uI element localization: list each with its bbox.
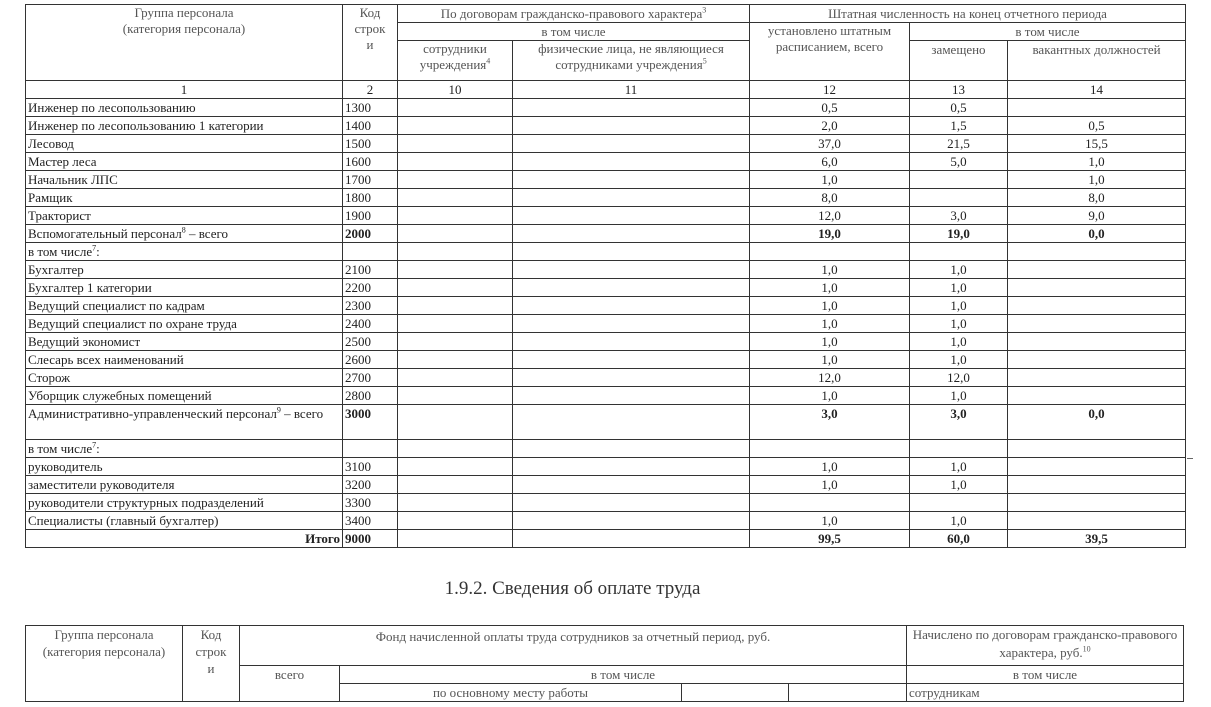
row-value-c14 (1008, 387, 1186, 405)
table-row (26, 530, 1186, 548)
table-row (26, 243, 1186, 261)
row-value-c12: 8,0 (750, 189, 910, 207)
t2-header-incl: в том числе (340, 666, 907, 684)
staff-table-body (26, 99, 1186, 548)
row-value-c12: 0,5 (750, 99, 910, 117)
row-value-c13: 3,0 (910, 405, 1008, 440)
row-value-c12: 1,0 (750, 333, 910, 351)
row-empty-cell (513, 405, 750, 440)
row-code: 2000 (343, 225, 398, 243)
row-value-c14 (1008, 99, 1186, 117)
row-empty-cell (398, 440, 513, 458)
table-row (26, 512, 1186, 530)
row-code: 2500 (343, 333, 398, 351)
row-code: 1800 (343, 189, 398, 207)
t2-header-group: Группа персонала (категория персонала) (26, 626, 183, 702)
row-value-c12: 1,0 (750, 315, 910, 333)
row-name: Бухгалтер 1 категории (26, 279, 343, 297)
row-code (343, 243, 398, 261)
row-value-c12: 1,0 (750, 458, 910, 476)
row-name: Рамщик (26, 189, 343, 207)
table-row (26, 351, 1186, 369)
header-staff: Штатная численность на конец отчетного периода (750, 5, 1186, 23)
row-value-c13: 1,0 (910, 261, 1008, 279)
row-value-c13: 0,5 (910, 99, 1008, 117)
row-empty-cell (398, 315, 513, 333)
row-value-c13: 1,5 (910, 117, 1008, 135)
row-value-c13: 1,0 (910, 476, 1008, 494)
row-value-c13: 3,0 (910, 207, 1008, 225)
row-empty-cell (513, 207, 750, 225)
row-value-c13: 21,5 (910, 135, 1008, 153)
row-value-c14 (1008, 315, 1186, 333)
row-empty-cell (398, 387, 513, 405)
row-value-c12 (750, 243, 910, 261)
row-name: Тракторист (26, 207, 343, 225)
row-empty-cell (513, 153, 750, 171)
header-contracts-physical: физические лица, не являющиеся сотрудниками учреждения$^5$ (513, 41, 750, 81)
row-empty-cell (398, 135, 513, 153)
row-value-c14 (1008, 369, 1186, 387)
row-name: Административно-управленческий персонал$^9$ – всего (26, 405, 343, 440)
row-value-c14 (1008, 440, 1186, 458)
row-value-c14 (1008, 333, 1186, 351)
row-value-c12: 1,0 (750, 387, 910, 405)
header-staff-vacant: вакантных должностей (1008, 41, 1186, 81)
row-code: 2600 (343, 351, 398, 369)
row-value-c12: 2,0 (750, 117, 910, 135)
table-row (26, 315, 1186, 333)
row-value-c12: 6,0 (750, 153, 910, 171)
row-name: Начальник ЛПС (26, 171, 343, 189)
table-row (26, 207, 1186, 225)
header-contracts-incl: в том числе (398, 23, 750, 41)
payroll-table (25, 625, 1184, 702)
row-name: Инженер по лесопользованию (26, 99, 343, 117)
header-contracts: По договорам гражданско-правового характера$^3$ (398, 5, 750, 23)
row-name: Бухгалтер (26, 261, 343, 279)
table-row (26, 369, 1186, 387)
colnum-13: 13 (910, 81, 1008, 99)
row-value-c13: 1,0 (910, 458, 1008, 476)
row-value-c13: 1,0 (910, 279, 1008, 297)
t2-header-incl2: в том числе (907, 666, 1184, 684)
row-code: 3100 (343, 458, 398, 476)
t2-header-total: всего (240, 666, 340, 702)
row-code: 2100 (343, 261, 398, 279)
row-code: 3300 (343, 494, 398, 512)
row-value-c14 (1008, 494, 1186, 512)
row-value-c13: 1,0 (910, 512, 1008, 530)
row-code: 3000 (343, 405, 398, 440)
row-code: 1700 (343, 171, 398, 189)
row-value-c12: 1,0 (750, 512, 910, 530)
row-empty-cell (398, 261, 513, 279)
t2-header-accrued: Начислено по договорам гражданско-правового характера, руб.$^{10}$ (907, 626, 1184, 666)
row-value-c13: 19,0 (910, 225, 1008, 243)
table-row (26, 225, 1186, 243)
row-value-c12: 37,0 (750, 135, 910, 153)
header-code: Код строк и (343, 5, 398, 81)
table-row (26, 261, 1186, 279)
row-value-c13 (910, 243, 1008, 261)
t2-header-main-place: по основному месту работы (340, 684, 682, 702)
row-value-c12: 1,0 (750, 171, 910, 189)
table-row (26, 387, 1186, 405)
row-empty-cell (398, 153, 513, 171)
row-name: Мастер леса (26, 153, 343, 171)
row-value-c14 (1008, 476, 1186, 494)
t2-header-fund: Фонд начисленной оплаты труда сотрудников за отчетный период, руб. (240, 626, 907, 666)
row-value-c13: 1,0 (910, 333, 1008, 351)
row-name: Ведущий специалист по охране труда (26, 315, 343, 333)
row-value-c13: 1,0 (910, 315, 1008, 333)
table-row (26, 476, 1186, 494)
row-value-c13: 1,0 (910, 387, 1008, 405)
row-value-c14 (1008, 243, 1186, 261)
row-value-c12: 1,0 (750, 351, 910, 369)
row-name: Уборщик служебных помещений (26, 387, 343, 405)
header-group: Группа персонала (категория персонала) (26, 5, 343, 81)
header-staff-incl: в том числе (910, 23, 1186, 41)
row-empty-cell (398, 225, 513, 243)
row-empty-cell (513, 135, 750, 153)
row-value-c13: 12,0 (910, 369, 1008, 387)
row-empty-cell (513, 333, 750, 351)
row-value-c14 (1008, 297, 1186, 315)
row-value-c14: 9,0 (1008, 207, 1186, 225)
row-value-c13 (910, 171, 1008, 189)
row-value-c14: 15,5 (1008, 135, 1186, 153)
row-empty-cell (513, 369, 750, 387)
row-code: 2400 (343, 315, 398, 333)
row-value-c13 (910, 494, 1008, 512)
t2-empty-cell (682, 684, 789, 702)
row-empty-cell (398, 405, 513, 440)
row-code: 2300 (343, 297, 398, 315)
t2-header-employees: сотрудникам (907, 684, 1184, 702)
row-empty-cell (513, 458, 750, 476)
colnum-11: 11 (513, 81, 750, 99)
row-name: Инженер по лесопользованию 1 категории (26, 117, 343, 135)
row-name: руководители структурных подразделений (26, 494, 343, 512)
row-value-c14 (1008, 261, 1186, 279)
scan-mark (1187, 458, 1193, 459)
section-title: 1.9.2. Сведения об оплате труда (444, 578, 701, 599)
row-name: руководитель (26, 458, 343, 476)
row-empty-cell (513, 351, 750, 369)
row-code: 9000 (343, 530, 398, 548)
row-empty-cell (513, 279, 750, 297)
row-value-c14: 0,0 (1008, 405, 1186, 440)
row-name: Лесовод (26, 135, 343, 153)
row-value-c13: 1,0 (910, 351, 1008, 369)
row-value-c14: 39,5 (1008, 530, 1186, 548)
row-value-c12: 1,0 (750, 297, 910, 315)
row-name: Ведущий специалист по кадрам (26, 297, 343, 315)
colnum-2: 2 (343, 81, 398, 99)
row-empty-cell (513, 494, 750, 512)
row-empty-cell (513, 171, 750, 189)
table-row (26, 189, 1186, 207)
row-empty-cell (513, 99, 750, 117)
row-name: Ведущий экономист (26, 333, 343, 351)
row-code: 1300 (343, 99, 398, 117)
row-empty-cell (398, 189, 513, 207)
row-value-c12: 1,0 (750, 279, 910, 297)
row-value-c14 (1008, 279, 1186, 297)
row-empty-cell (513, 476, 750, 494)
row-empty-cell (513, 243, 750, 261)
row-name: в том числе$^7$: (26, 440, 343, 458)
row-code (343, 440, 398, 458)
row-empty-cell (398, 351, 513, 369)
row-value-c12: 19,0 (750, 225, 910, 243)
row-value-c12: 12,0 (750, 207, 910, 225)
row-value-c12: 99,5 (750, 530, 910, 548)
row-empty-cell (513, 387, 750, 405)
row-value-c12: 1,0 (750, 261, 910, 279)
row-name: Слесарь всех наименований (26, 351, 343, 369)
table-row (26, 333, 1186, 351)
row-value-c12 (750, 440, 910, 458)
row-empty-cell (398, 171, 513, 189)
row-value-c14 (1008, 351, 1186, 369)
table-row (26, 279, 1186, 297)
row-empty-cell (398, 207, 513, 225)
row-value-c13 (910, 440, 1008, 458)
row-value-c14: 0,0 (1008, 225, 1186, 243)
row-empty-cell (513, 297, 750, 315)
row-empty-cell (398, 279, 513, 297)
row-empty-cell (513, 512, 750, 530)
header-contracts-employees: сотрудники учреждения$^4$ (398, 41, 513, 81)
row-empty-cell (398, 369, 513, 387)
row-empty-cell (513, 189, 750, 207)
row-value-c14: 1,0 (1008, 153, 1186, 171)
staff-numbers-table (25, 4, 1186, 548)
row-empty-cell (513, 225, 750, 243)
row-name: Вспомогательный персонал$^8$ – всего (26, 225, 343, 243)
colnum-14: 14 (1008, 81, 1186, 99)
row-code: 1500 (343, 135, 398, 153)
t2-empty-cell (789, 684, 907, 702)
row-value-c14: 1,0 (1008, 171, 1186, 189)
table-row (26, 117, 1186, 135)
row-empty-cell (513, 530, 750, 548)
row-code: 2200 (343, 279, 398, 297)
row-empty-cell (398, 512, 513, 530)
row-empty-cell (398, 297, 513, 315)
row-name: заместители руководителя (26, 476, 343, 494)
row-code: 1600 (343, 153, 398, 171)
row-value-c13: 1,0 (910, 297, 1008, 315)
row-empty-cell (398, 333, 513, 351)
colnum-12: 12 (750, 81, 910, 99)
row-empty-cell (398, 458, 513, 476)
header-staff-established: установлено штатным расписанием, всего (750, 23, 910, 81)
row-empty-cell (513, 261, 750, 279)
row-empty-cell (398, 530, 513, 548)
row-name: Итого (26, 530, 343, 548)
row-empty-cell (398, 494, 513, 512)
row-value-c13 (910, 189, 1008, 207)
row-value-c12: 12,0 (750, 369, 910, 387)
row-code: 3200 (343, 476, 398, 494)
row-value-c13: 5,0 (910, 153, 1008, 171)
row-value-c12: 1,0 (750, 476, 910, 494)
row-empty-cell (513, 440, 750, 458)
row-code: 3400 (343, 512, 398, 530)
row-empty-cell (398, 99, 513, 117)
table-row (26, 494, 1186, 512)
table-row (26, 99, 1186, 117)
colnum-10: 10 (398, 81, 513, 99)
row-empty-cell (513, 315, 750, 333)
row-name: в том числе$^7$: (26, 243, 343, 261)
colnum-1: 1 (26, 81, 343, 99)
row-empty-cell (398, 243, 513, 261)
row-name: Сторож (26, 369, 343, 387)
row-value-c14 (1008, 458, 1186, 476)
row-code: 2800 (343, 387, 398, 405)
row-empty-cell (398, 476, 513, 494)
table-row (26, 458, 1186, 476)
row-code: 1900 (343, 207, 398, 225)
table-row (26, 171, 1186, 189)
table-row (26, 153, 1186, 171)
header-staff-filled: замещено (910, 41, 1008, 81)
row-value-c14 (1008, 512, 1186, 530)
row-value-c12: 3,0 (750, 405, 910, 440)
table-row (26, 135, 1186, 153)
row-value-c13: 60,0 (910, 530, 1008, 548)
table-row (26, 297, 1186, 315)
row-code: 2700 (343, 369, 398, 387)
row-empty-cell (398, 117, 513, 135)
row-name: Специалисты (главный бухгалтер) (26, 512, 343, 530)
t2-header-code: Код строк и (183, 626, 240, 702)
row-value-c12 (750, 494, 910, 512)
table-row (26, 405, 1186, 440)
row-value-c14: 8,0 (1008, 189, 1186, 207)
row-value-c14: 0,5 (1008, 117, 1186, 135)
table-row (26, 440, 1186, 458)
row-empty-cell (513, 117, 750, 135)
row-code: 1400 (343, 117, 398, 135)
